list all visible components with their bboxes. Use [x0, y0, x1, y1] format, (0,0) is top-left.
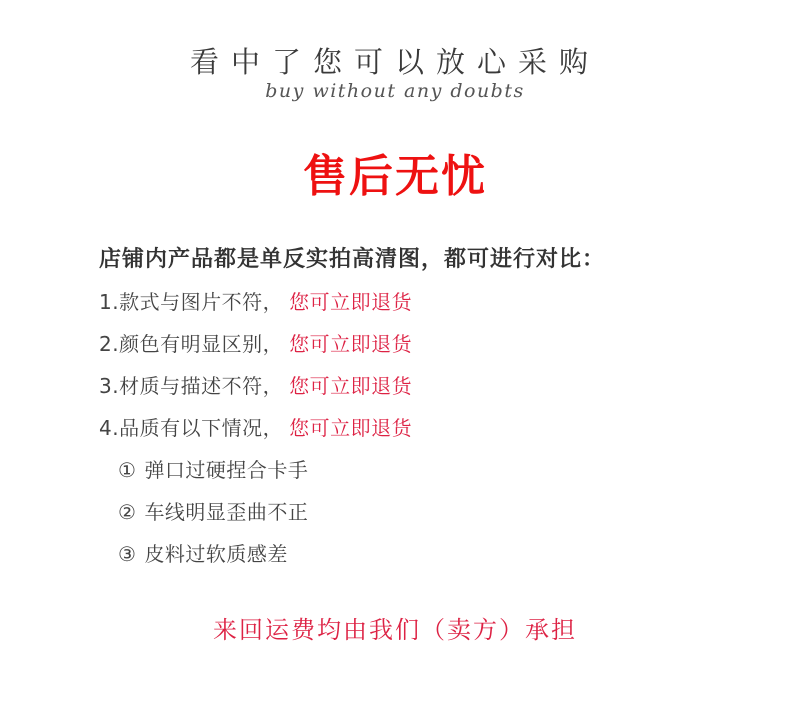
list-item-result: 您可立即退货: [289, 332, 413, 356]
circled-number-marker: ③: [118, 542, 137, 566]
sub-list-item: [118, 454, 308, 483]
list-item-label: 4.品质有以下情况，: [99, 416, 284, 440]
shipping-cost-note: 来回运费均由我们（卖方）承担: [213, 616, 577, 644]
list-item-label: 2.颜色有明显区别，: [99, 332, 284, 356]
list-item-label: 1.款式与图片不符，: [99, 290, 284, 314]
list-item-label: 3.材质与描述不符，: [99, 374, 284, 398]
list-item-result: 您可立即退货: [289, 416, 413, 440]
list-item: [99, 412, 412, 441]
circled-number-marker: ①: [118, 458, 137, 482]
list-item: [99, 370, 412, 399]
list-item: [99, 328, 412, 357]
sub-list-item-text: 弹口过硬捏合卡手: [144, 458, 309, 482]
list-item-result: 您可立即退货: [289, 374, 413, 398]
list-item: [99, 286, 412, 315]
circled-number-marker: ②: [118, 500, 137, 524]
sub-list-item: [118, 538, 288, 567]
header-title: 看中了您可以放心采购: [189, 45, 600, 79]
sub-list-item-text: 皮料过软质感差: [144, 542, 288, 566]
sub-list-item: [118, 496, 308, 525]
main-title: 售后无忧: [303, 151, 487, 202]
sub-list-item-text: 车线明显歪曲不正: [144, 500, 309, 524]
header-subtitle: buy without any doubts: [265, 80, 525, 102]
list-item-result: 您可立即退货: [289, 290, 413, 314]
intro-text: 店铺内产品都是单反实拍高清图，都可进行对比：: [99, 247, 606, 272]
